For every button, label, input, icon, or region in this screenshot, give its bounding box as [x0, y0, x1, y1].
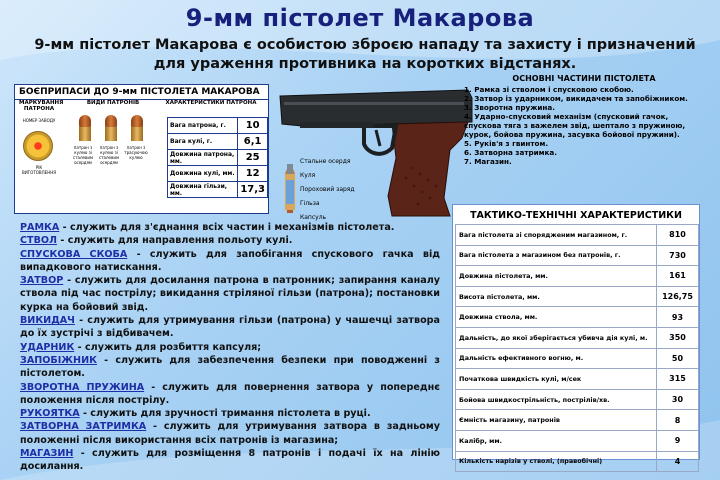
ttx-label: Висота пістолета, мм.	[456, 286, 657, 307]
types-header: ВИДИ ПАТРОНІВ	[86, 100, 140, 106]
ttx-panel	[452, 204, 700, 466]
page-title: 9-мм пістолет Макарова	[185, 4, 535, 32]
ammo-specs-table	[167, 117, 268, 198]
ttx-value: 126,75	[657, 286, 699, 307]
description-item	[20, 354, 440, 381]
ttx-label: Калібр, мм.	[456, 430, 657, 451]
table-row	[456, 327, 699, 348]
main-parts-title: ОСНОВНІ ЧАСТИНИ ПІСТОЛЕТА	[512, 74, 656, 83]
ttx-value: 315	[657, 369, 699, 390]
table-row	[456, 369, 699, 390]
spec-value: 25	[238, 150, 268, 166]
description-item	[20, 447, 440, 474]
description-item	[20, 248, 440, 275]
ttx-label: Вага пістолета зі спорядженим магазином, г.	[456, 225, 657, 246]
table-row	[168, 134, 268, 150]
spec-label: Вага кулі, г.	[168, 134, 238, 150]
description-text: - служить для утримування гільзи (патрона) у чашечці затвора до їх зустрічі з відбивачем.	[20, 315, 440, 340]
description-item	[20, 341, 440, 354]
specs-header: ХАРАКТЕРИСТИКИ ПАТРОНА	[165, 100, 257, 106]
table-row	[456, 410, 699, 431]
spec-value: 17,3	[238, 182, 268, 198]
cartridge-type-label-3: патрон з трасуючою кулею	[124, 145, 148, 160]
main-parts-section	[464, 74, 704, 166]
marking-year-label: РІК ВИГОТОВЛЕННЯ	[22, 165, 56, 175]
description-text: - служить для направлення польоту кулі.	[57, 235, 293, 247]
spec-label: Довжина кулі, мм.	[168, 166, 238, 182]
ttx-label: Початкова швидкість кулі, м/сек	[456, 369, 657, 390]
list-item: 3. Зворотна пружина.	[464, 103, 555, 112]
ttx-value: 50	[657, 348, 699, 369]
description-text: - служить для розбиття капсуля;	[74, 341, 262, 353]
cartridge-image-2	[105, 115, 117, 141]
table-row	[456, 451, 699, 472]
cartridge-base-image	[23, 131, 53, 161]
description-item	[20, 221, 440, 234]
ttx-value: 350	[657, 327, 699, 348]
ttx-value: 9	[657, 430, 699, 451]
marking-factory-label: НОМЕР ЗАВОДУ	[22, 118, 56, 123]
ttx-value: 810	[657, 225, 699, 246]
ttx-value: 4	[657, 451, 699, 472]
description-text: - служить для розміщення 8 патронів і подачі їх на лінію досилання.	[20, 448, 440, 473]
description-item	[20, 314, 440, 341]
ttx-value: 93	[657, 307, 699, 328]
description-item	[20, 234, 440, 247]
cartridge-part-labels	[300, 155, 400, 225]
description-text: - служить для запобігання спускового гачка від випадкового натискання.	[20, 248, 441, 273]
ttx-value: 8	[657, 410, 699, 431]
ttx-table	[455, 224, 699, 472]
description-term: МАГАЗИН	[20, 448, 74, 460]
list-item: 6. Затворна затримка.	[464, 148, 558, 157]
description-text: - служить для утримування затвора в задньому положенні після використання всіх патронів із магазина;	[20, 421, 440, 446]
cartridge-image-1	[79, 115, 91, 141]
table-row	[456, 307, 699, 328]
cartridge-cutaway-image	[284, 158, 296, 214]
cartridge-image-3	[131, 115, 143, 141]
ammo-panel	[14, 84, 269, 214]
spec-value: 12	[238, 166, 268, 182]
list-item: 7. Магазин.	[464, 157, 512, 166]
description-item	[20, 420, 440, 447]
list-item: 5. Руків'я з гвинтом.	[464, 139, 549, 148]
cartridge-part-label: Стальне осердя	[300, 158, 351, 165]
description-term: ЗАТВОРНА ЗАТРИМКА	[20, 421, 147, 433]
cartridge-part-label: Гільза	[300, 200, 320, 207]
spec-label: Вага патрона, г.	[168, 118, 238, 134]
description-text: - служить для досилання патрона в патронник; запирання каналу ствола під час пострілу; викидання стріляної гільзи (патрона); постановки курка на бойовий звід.	[20, 275, 440, 313]
ttx-value: 730	[657, 245, 699, 266]
spec-value: 6,1	[238, 134, 268, 150]
table-row	[456, 266, 699, 287]
page-subtitle: 9-мм пістолет Макарова є особистою зброєю нападу та захисту і призначений для ураження противника на коротких відстанях.	[34, 37, 696, 72]
spec-value: 10	[238, 118, 268, 134]
ttx-label: Дальність ефективного вогню, м.	[456, 348, 657, 369]
ttx-title: ТАКТИКО-ТЕХНІЧНІ ХАРАКТЕРИСТИКИ	[470, 210, 682, 221]
description-term: РУКОЯТКА	[20, 408, 80, 420]
ttx-label: Бойова швидкострільність, пострілів/хв.	[456, 389, 657, 410]
description-term: СПУСКОВА СКОБА	[20, 248, 128, 260]
list-item: 4. Ударно-спусковий механізм (спусковий гачок, спускова тяга з важелем звід, шептало з пружиною, курок, бойова пружина, засувка бойової пружини).	[464, 112, 686, 139]
table-row	[168, 182, 268, 198]
description-term: РАМКА	[20, 222, 60, 233]
cartridge-type-label-1: патрон з кулею зі сталевим осердям	[73, 145, 93, 165]
description-term: ЗАТВОР	[20, 275, 64, 287]
cartridge-part-label: Пороховий заряд	[300, 186, 355, 193]
main-parts-list	[464, 85, 704, 166]
description-item	[20, 381, 440, 408]
ttx-label: Довжина ствола, мм.	[456, 307, 657, 328]
table-row	[456, 225, 699, 246]
table-row	[456, 286, 699, 307]
description-term: ЗАПОБІЖНИК	[20, 354, 97, 366]
table-row	[168, 118, 268, 134]
description-term: ЗВОРОТНА ПРУЖИНА	[20, 381, 145, 393]
table-row	[168, 166, 268, 182]
parts-descriptions	[20, 221, 440, 474]
cartridge-type-label-2: патрон з кулею зі сталевим осердям	[99, 145, 119, 165]
description-text: - служить для повернення затвора у попереднє положення після пострілу.	[20, 381, 440, 406]
marking-header: МАРКУВАННЯ ПАТРОНА	[19, 100, 64, 112]
ttx-label: Кількість нарізів у стволі, (правобічні)	[456, 451, 657, 472]
ttx-label: Довжина пістолета, мм.	[456, 266, 657, 287]
description-term: УДАРНИК	[20, 341, 75, 353]
table-row	[456, 245, 699, 266]
description-term: ВИКИДАЧ	[20, 315, 75, 327]
description-text: - служить для зручності тримання пістолета в руці.	[79, 408, 371, 420]
spec-label: Довжина патрона, мм.	[168, 150, 238, 166]
description-item	[20, 274, 440, 314]
description-term: СТВОЛ	[20, 235, 58, 247]
table-row	[456, 430, 699, 451]
list-item: 2. Затвор із ударником, викидачем та запобіжником.	[464, 94, 688, 103]
description-text: - служить для з'єднання всіх частин і механізмів пістолета.	[59, 222, 395, 233]
ttx-label: Вага пістолета з магазином без патронів, г.	[456, 245, 657, 266]
table-row	[168, 150, 268, 166]
list-item: 1. Рамка зі стволом і спусковою скобою.	[464, 85, 634, 94]
ttx-value: 30	[657, 389, 699, 410]
ttx-label: Ємність магазину, патронів	[456, 410, 657, 431]
ttx-value: 161	[657, 266, 699, 287]
cartridge-part-label: Капсуль	[300, 214, 327, 221]
ammo-panel-title: БОЄПРИПАСИ ДО 9-мм ПІСТОЛЕТА МАКАРОВА	[15, 85, 268, 100]
ttx-label: Дальність, до якої зберігається убивча дія кулі, м.	[456, 327, 657, 348]
description-text: - служить для забезпечення безпеки при поводженні з пістолетом.	[20, 354, 440, 380]
table-row	[456, 389, 699, 410]
description-item	[20, 407, 440, 420]
cartridge-part-label: Куля	[300, 172, 316, 179]
table-row	[456, 348, 699, 369]
spec-label: Довжина гільзи, мм.	[168, 182, 238, 198]
